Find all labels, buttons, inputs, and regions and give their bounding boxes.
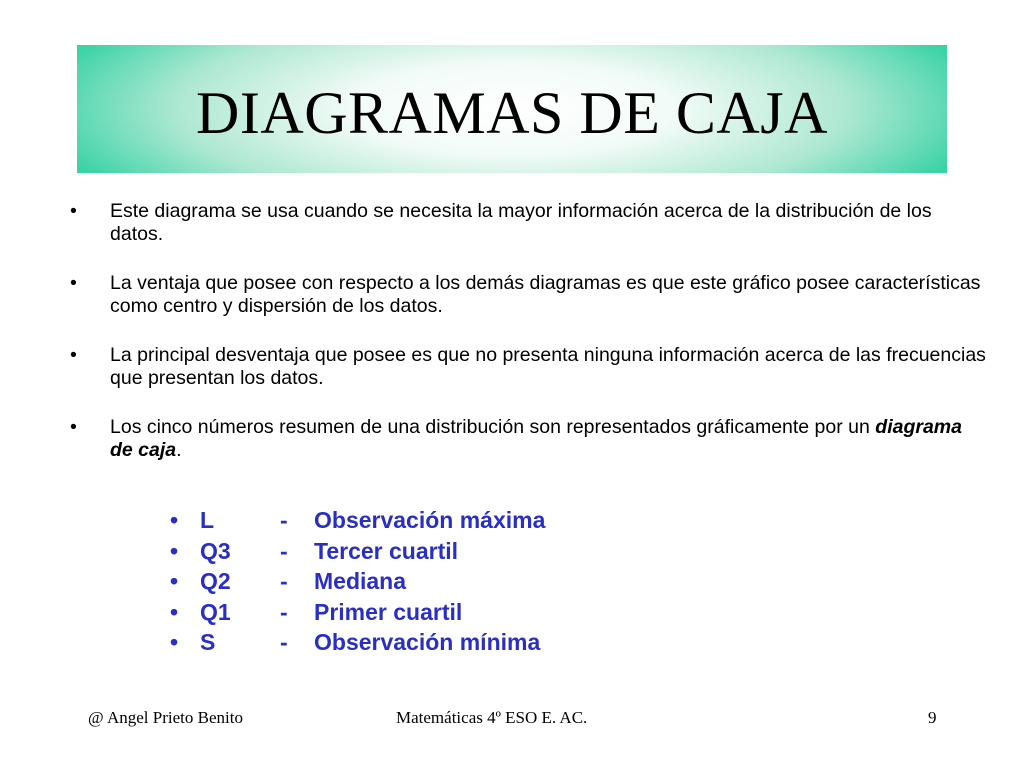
five-number-summary-list (170, 505, 545, 658)
summary-bullet: • (170, 629, 179, 655)
summary-bullet: • (170, 507, 179, 533)
bullet-text: Este diagrama se usa cuando se necesita la mayor información acerca de la distribución de los datos. (110, 200, 932, 245)
bullet-dot: • (70, 344, 77, 366)
summary-item (170, 566, 545, 597)
bullet-item (68, 416, 988, 462)
summary-label: Mediana (314, 568, 407, 594)
summary-dash: - (280, 507, 288, 533)
bullet-text: La ventaja que posee con respecto a los demás diagramas es que este gráfico posee características como centro y dispersión de los datos. (110, 272, 981, 317)
summary-dash: - (280, 537, 288, 564)
bullet-item (68, 200, 988, 246)
bullet-list (68, 200, 988, 488)
summary-symbol: S (200, 629, 216, 655)
summary-dash: - (280, 629, 288, 655)
summary-dash: - (280, 568, 288, 594)
summary-label: Observación máxima (314, 507, 546, 533)
footer-course: Matemáticas 4º ESO E. AC. (396, 708, 588, 727)
footer-page-number: 9 (928, 708, 937, 727)
bullet-text-before: Los cinco números resumen de una distribución son representados gráficamente por un (110, 416, 876, 438)
footer-author: @ Angel Prieto Benito (88, 708, 243, 727)
summary-dash: - (280, 598, 288, 625)
bullet-item (68, 344, 988, 390)
summary-label: Primer cuartil (314, 598, 463, 625)
title-banner (77, 45, 947, 173)
summary-symbol: L (200, 507, 215, 533)
slide-title: DIAGRAMAS DE CAJA (196, 79, 828, 146)
bullet-emphasis: diagrama de caja (110, 416, 962, 461)
bullet-item (68, 272, 988, 318)
summary-symbol: Q1 (200, 598, 231, 625)
summary-item (170, 536, 545, 567)
bullet-text: La principal desventaja que posee es que no presenta ninguna información acerca de las frecuencias que presentan los datos. (110, 344, 986, 389)
summary-label: Observación mínima (314, 629, 541, 655)
bullet-dot: • (70, 200, 77, 222)
summary-symbol: Q2 (200, 568, 231, 594)
summary-bullet: • (170, 598, 179, 625)
summary-label: Tercer cuartil (314, 537, 459, 564)
summary-bullet: • (170, 537, 179, 564)
bullet-dot: • (70, 416, 77, 438)
bullet-dot: • (70, 272, 77, 294)
summary-item (170, 597, 545, 628)
bullet-text-after: . (176, 439, 182, 461)
summary-item (170, 627, 545, 658)
summary-bullet: • (170, 568, 179, 594)
summary-symbol: Q3 (200, 537, 231, 564)
summary-item (170, 505, 545, 536)
